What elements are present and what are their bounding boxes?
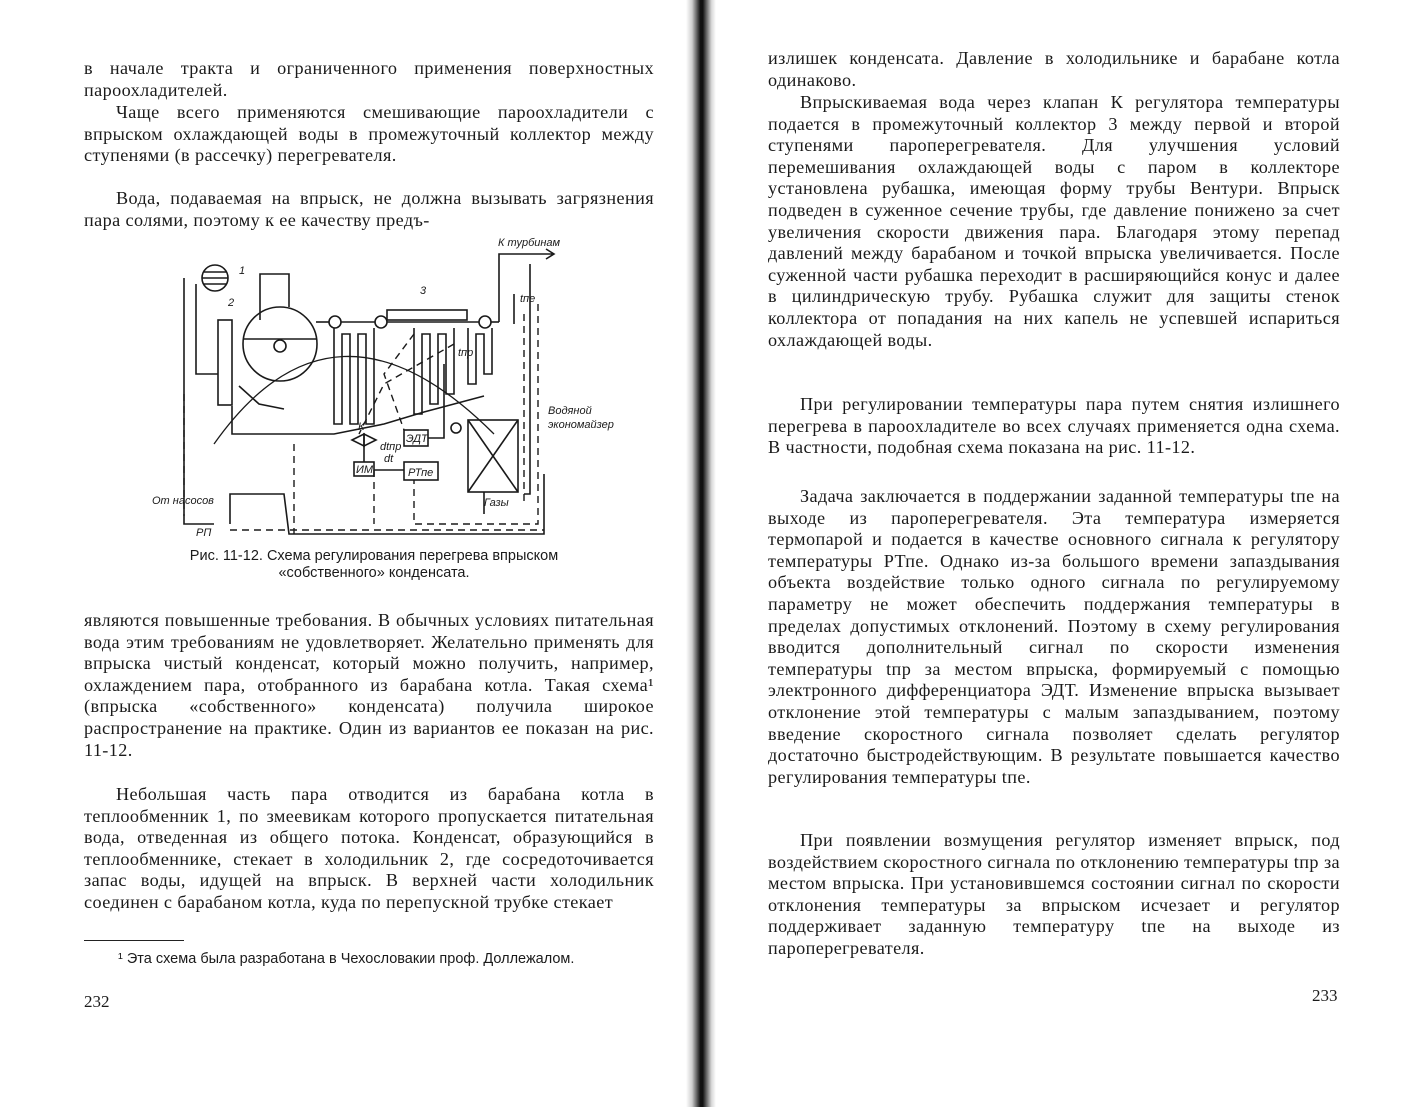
left-paragraph-2: Чаще всего применяются смешивающие пароохладители с впрыском охлаждающей воды в промежуточный коллектор между ступенями (в рассечку) перегревателя. bbox=[84, 102, 654, 166]
label-rt: РТпе bbox=[408, 467, 434, 479]
right-paragraph-3: При регулировании температуры пара путем снятия излишнего перегрева в пароохладителе во всех случаях применяется одна схема. В частности, подобная схема показана на рис. 11-12. bbox=[768, 394, 1340, 458]
right-paragraph-4: Задача заключается в поддержании заданной температуры tпе на выходе из пароперегревателя. Эта температура измеряется термопарой и подается в качестве основного сигнала к регулятору температуры РТпе. Однако из-за большого времени запаздывания объекта воздействие только одного сигнала по регулируемому параметру не может обеспечить поддержания температуры в пределах допустимых отклонений. Поэтому в схему регулирования вводится дополнительный сигнал по скорости изменения температуры tпр за местом впрыска, формируемый с помощью электронного дифференциатора ЭДТ. Изменение впрыска вызывает отклонение этой температуры с малым запаздыванием, поэтому введение скоростного сигнала позволяет сделать регулятор достаточно быстродействующим. В результате повышается качество регулирования температуры tпе. bbox=[768, 486, 1340, 787]
right-paragraph-1: излишек конденсата. Давление в холодильнике и барабане котла одинаково. bbox=[768, 48, 1340, 90]
label-economizer-2: экономайзер bbox=[548, 419, 614, 431]
footnote: ¹ Эта схема была разработана в Чехословакии проф. Доллежалом. bbox=[118, 951, 575, 967]
boiler-drum bbox=[243, 307, 317, 381]
label-gases: Газы bbox=[484, 497, 509, 509]
label-im: ИМ bbox=[356, 464, 374, 476]
right-paragraph-2: Впрыскиваемая вода через клапан К регулятора температуры подается в промежуточный коллектор 3 между первой и второй ступенями пароперегревателя. Для улучшения условий перемешивания охлаждающей воды с паром в коллекторе установлена рубашка, имеющая форму трубы Вентури. Впрыск подведен в суженное сечение трубы, где давление понижено за счет увеличения скорости движения пара. Благодаря этому перепад давлений между барабаном и точкой впрыска увеличивается. После суженной части рубашка переходит в расширяющийся конус и далее в цилиндрическую трубу. Рубашка служит для защиты стенок коллектора от попадания на них капель не успевшей испариться охлаждающей воды. bbox=[768, 92, 1340, 350]
label-tpe: tпе bbox=[520, 293, 536, 305]
footnote-rule bbox=[84, 940, 184, 941]
condenser-2 bbox=[218, 320, 232, 405]
collector-3 bbox=[387, 310, 467, 320]
caption-line-1: Рис. 11-12. Схема регулирования перегрева впрыском bbox=[189, 548, 559, 564]
label-K: К bbox=[358, 421, 365, 433]
label-dt: dtпр bbox=[380, 441, 402, 453]
figure-caption bbox=[124, 548, 624, 582]
left-paragraph-5: Небольшая часть пара отводится из барабана котла в теплообменник 1, по змеевикам которого пропускается питательная вода, отведенная из общего потока. Конденсат, образующийся в теплообменнике, стекает в холодильник 2, где сосредоточивается запас воды, идущей на впрыск. В верхней части холодильник соединен с барабаном котла, куда по перепускной трубке стекает bbox=[84, 784, 654, 912]
left-paragraph-1: в начале тракта и ограниченного применения поверхностных пароохладителей. bbox=[84, 58, 654, 100]
label-to-turbines: К турбинам bbox=[498, 237, 561, 249]
page-number-left: 232 bbox=[84, 992, 110, 1011]
label-2: 2 bbox=[228, 297, 235, 309]
label-rp: РП bbox=[196, 527, 212, 539]
page-number-right: 233 bbox=[1312, 986, 1338, 1005]
label-dt2: dt bbox=[384, 453, 394, 465]
label-3: 3 bbox=[420, 285, 427, 297]
label-economizer-1: Водяной bbox=[548, 405, 592, 417]
label-tpr: tпр bbox=[458, 347, 474, 359]
right-paragraph-5: При появлении возмущения регулятор изменяет впрыск, под воздействием скоростного сигнала по отклонению температуры tпр за местом впрыска. При установившемся состоянии сигнал по скорости отклонения температуры за впрыском исчезает и регулятор поддерживает заданную температуру tпе на выходе из пароперегревателя. bbox=[768, 830, 1340, 958]
figure-11-12-diagram bbox=[84, 234, 654, 584]
left-paragraph-3: Вода, подаваемая на впрыск, не должна вызывать загрязнения пара солями, поэтому к ее качеству предъ- bbox=[84, 188, 654, 230]
left-paragraph-4: являются повышенные требования. В обычных условиях питательная вода этим требованиям не удовлетворяет. Желательно применять для впрыска чистый конденсат, который можно получить, например, охлаждением пара, отобранного из барабана котла. Такая схема¹ (впрыска «собственного» конденсата) получила широкое распространение на практике. Один из вариантов ее показан на рис. 11-12. bbox=[84, 610, 654, 760]
label-from-pumps: От насосов bbox=[152, 495, 214, 507]
caption-line-2: «собственного» конденсата. bbox=[278, 565, 470, 581]
book-spine-gutter bbox=[686, 0, 716, 1107]
label-edt: ЭДТ bbox=[406, 433, 428, 445]
label-1: 1 bbox=[239, 265, 246, 277]
